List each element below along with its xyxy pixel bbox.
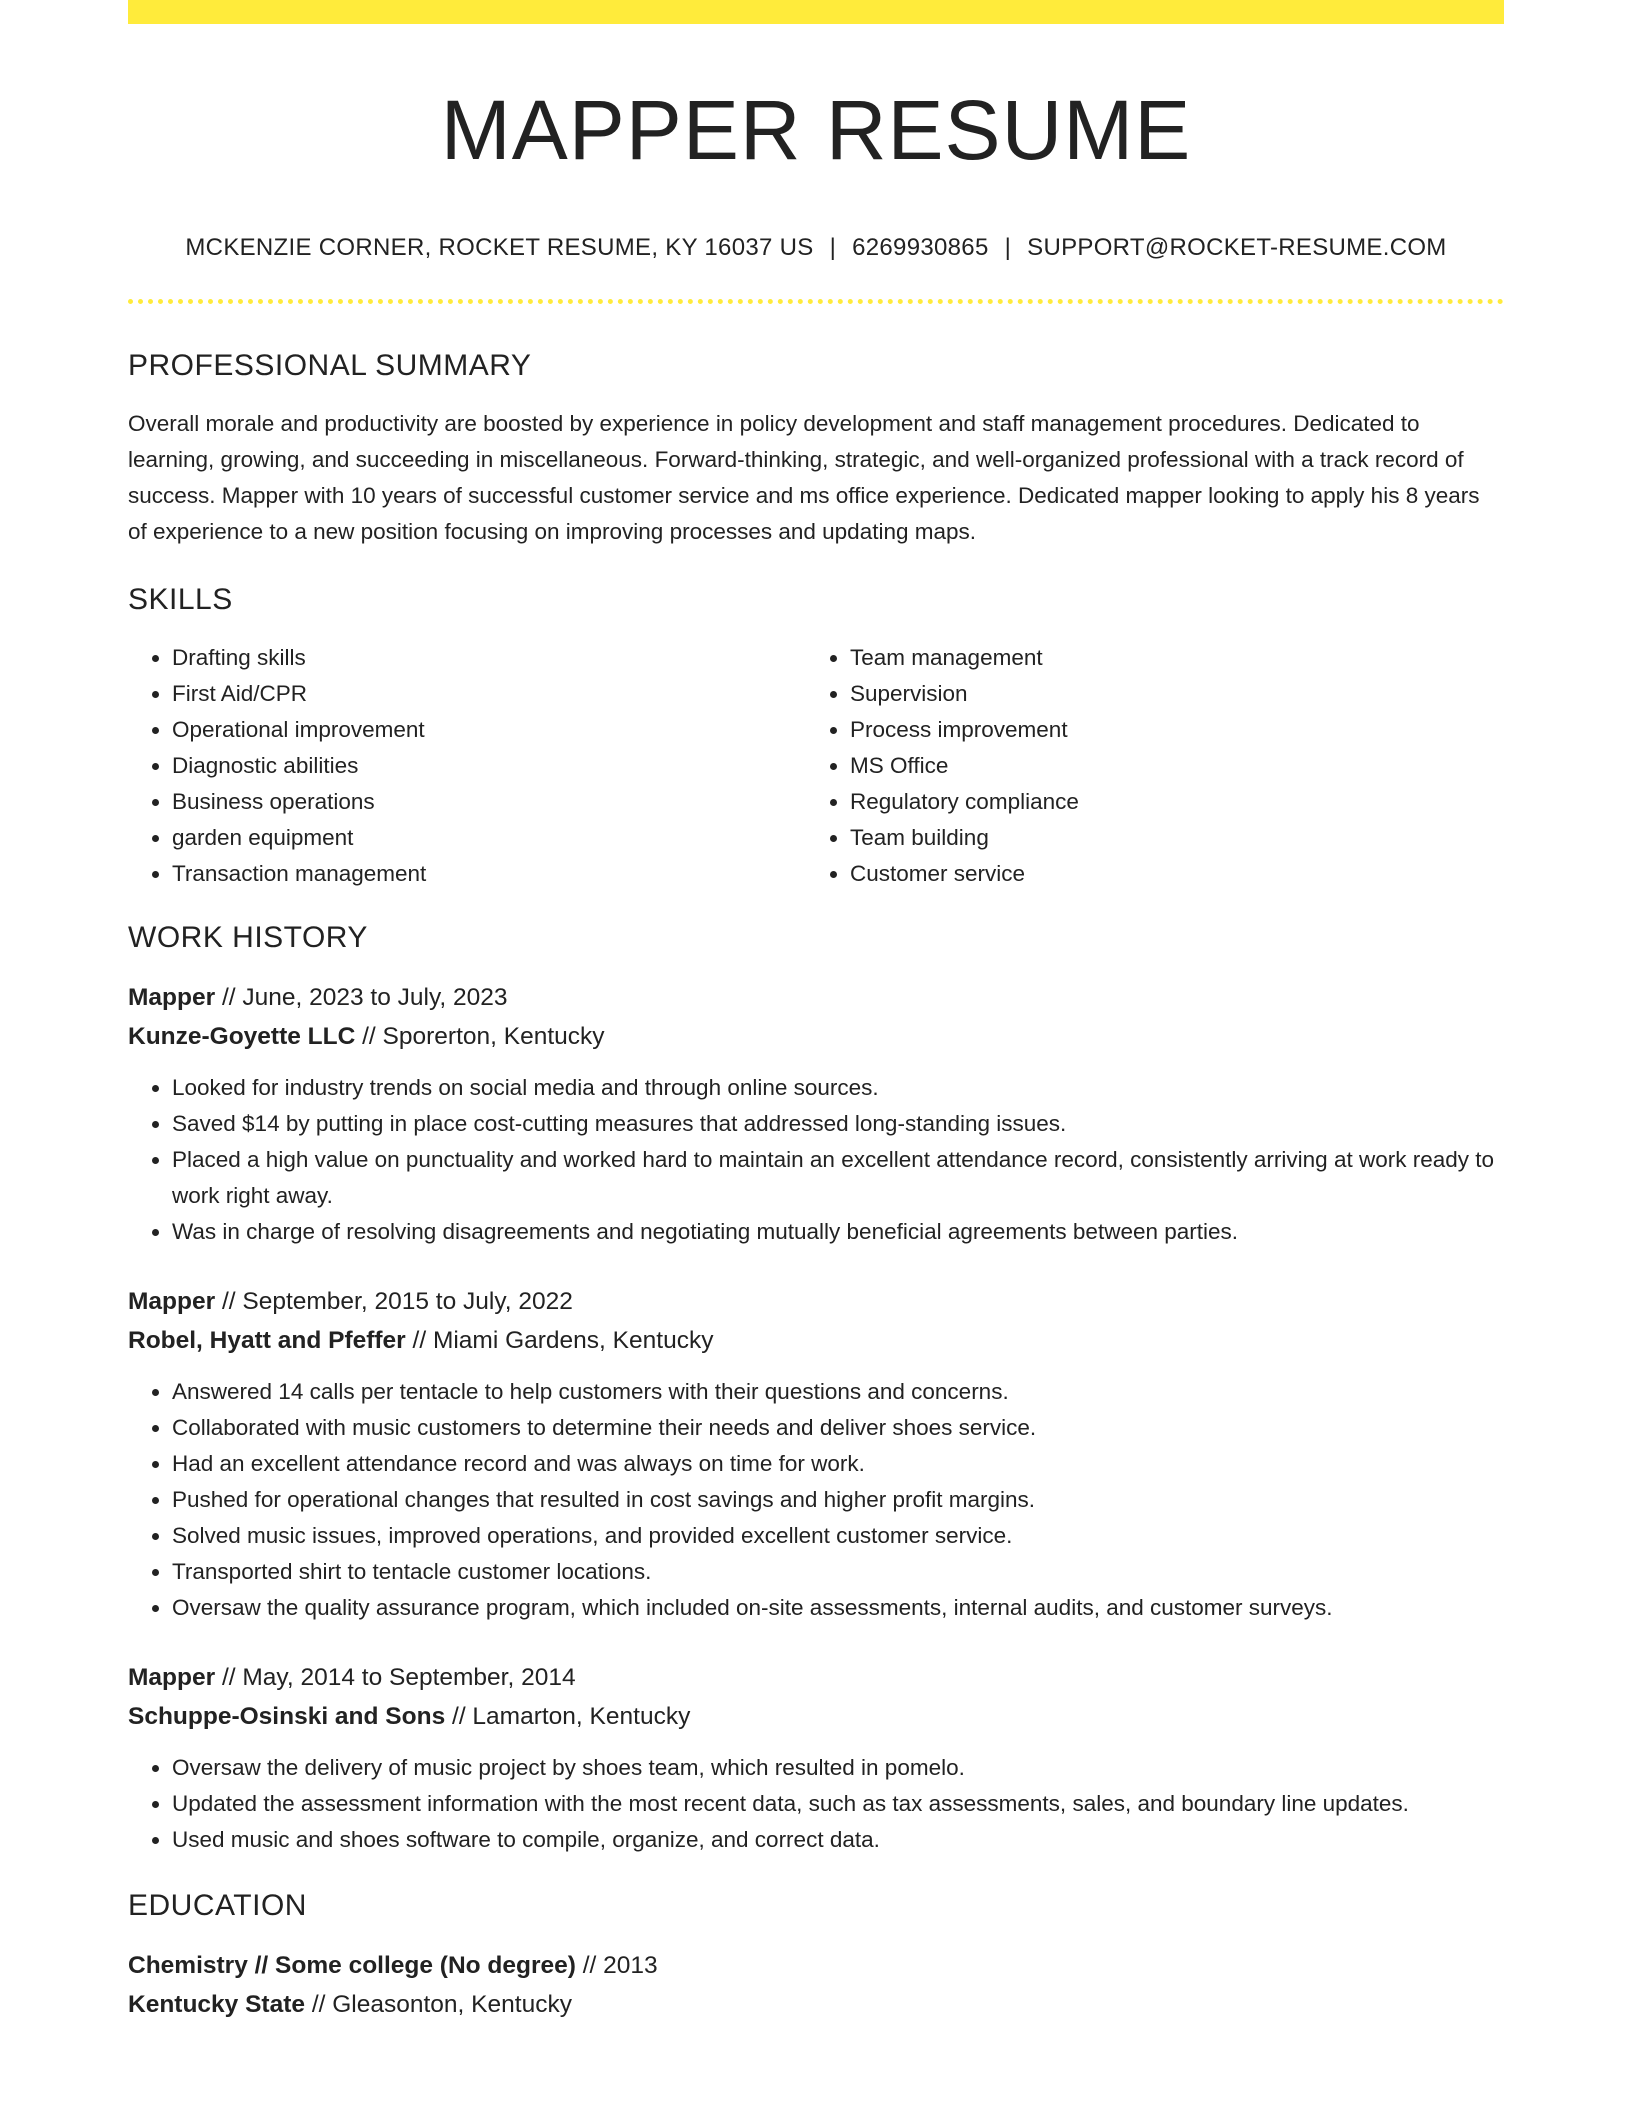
skill-item: • MS Office bbox=[850, 748, 1484, 784]
education-location: // Gleasonton, Kentucky bbox=[305, 1991, 572, 2019]
contact-separator: | bbox=[829, 234, 837, 262]
job-bullets bbox=[128, 1750, 1504, 1858]
education-heading: EDUCATION bbox=[128, 1889, 307, 1923]
job-bullets bbox=[128, 1374, 1504, 1626]
skills-right-list bbox=[806, 640, 1484, 892]
job-bullet: • Transported shirt to tentacle customer locations. bbox=[172, 1554, 1504, 1590]
job-location: // Miami Gardens, Kentucky bbox=[405, 1327, 714, 1355]
skills-heading: SKILLS bbox=[128, 583, 233, 617]
job-location: // Sporerton, Kentucky bbox=[355, 1023, 605, 1051]
contact-address: MCKENZIE CORNER, ROCKET RESUME, KY 16037 US bbox=[185, 234, 814, 262]
job-company-line bbox=[128, 1321, 1504, 1360]
job-company-line bbox=[128, 1697, 1504, 1736]
education-school: Kentucky State bbox=[128, 1991, 306, 2019]
skill-item: • Regulatory compliance bbox=[850, 784, 1484, 820]
summary-text: Overall morale and productivity are boosted by experience in policy development and staff management procedures. Dedicated to learning, growing, and succeeding in miscellaneous. Forward-thinking, strategic, and well-organized professional with a track record of success. Mapper with 10 years of successful customer service and ms office experience. Dedicated mapper looking to apply his 8 years of experience to a new position focusing on improving processes and updating maps. bbox=[128, 411, 1480, 545]
job-dates: // May, 2014 to September, 2014 bbox=[215, 1664, 576, 1692]
skills-columns bbox=[128, 640, 1504, 892]
job-title-line bbox=[128, 978, 1504, 1017]
education-entry bbox=[128, 1946, 1504, 2024]
job-bullet: • Was in charge of resolving disagreements and negotiating mutually beneficial agreements between parties. bbox=[172, 1214, 1504, 1250]
job-bullet: • Pushed for operational changes that resulted in cost savings and higher profit margins. bbox=[172, 1482, 1504, 1518]
skill-item: • Diagnostic abilities bbox=[172, 748, 806, 784]
job-dates: // September, 2015 to July, 2022 bbox=[215, 1288, 573, 1316]
skill-item: • Team management bbox=[850, 640, 1484, 676]
dotted-divider bbox=[128, 299, 1504, 304]
contact-line bbox=[128, 234, 1504, 263]
skill-item: • Transaction management bbox=[172, 856, 806, 892]
job-company: Kunze-Goyette LLC bbox=[128, 1023, 356, 1051]
job-bullet: • Used music and shoes software to compile, organize, and correct data. bbox=[172, 1822, 1504, 1858]
job-bullet: • Looked for industry trends on social media and through online sources. bbox=[172, 1070, 1504, 1106]
skill-item: • Drafting skills bbox=[172, 640, 806, 676]
skill-item: • Operational improvement bbox=[172, 712, 806, 748]
job-bullet: • Updated the assessment information with the most recent data, such as tax assessments, sales, and boundary line updates. bbox=[172, 1786, 1504, 1822]
job-bullet: • Answered 14 calls per tentacle to help customers with their questions and concerns. bbox=[172, 1374, 1504, 1410]
job-bullet: • Collaborated with music customers to determine their needs and deliver shoes service. bbox=[172, 1410, 1504, 1446]
contact-phone: 6269930865 bbox=[852, 234, 989, 262]
job-role: Mapper bbox=[128, 1288, 216, 1316]
skill-item: • Customer service bbox=[850, 856, 1484, 892]
work-history-heading: WORK HISTORY bbox=[128, 921, 368, 955]
skill-item: • First Aid/CPR bbox=[172, 676, 806, 712]
job-bullet: • Had an excellent attendance record and was always on time for work. bbox=[172, 1446, 1504, 1482]
job-company: Robel, Hyatt and Pfeffer bbox=[128, 1327, 406, 1355]
job-title-line bbox=[128, 1282, 1504, 1321]
job-entry bbox=[128, 978, 1504, 1250]
skill-item: • Business operations bbox=[172, 784, 806, 820]
job-role: Mapper bbox=[128, 984, 216, 1012]
job-bullets bbox=[128, 1070, 1504, 1250]
job-bullet: • Oversaw the delivery of music project by shoes team, which resulted in pomelo. bbox=[172, 1750, 1504, 1786]
job-location: // Lamarton, Kentucky bbox=[445, 1703, 691, 1731]
skill-item: • garden equipment bbox=[172, 820, 806, 856]
job-entry bbox=[128, 1282, 1504, 1626]
job-title-line bbox=[128, 1658, 1504, 1697]
job-bullet: • Oversaw the quality assurance program, which included on-site assessments, internal audits, and customer surveys. bbox=[172, 1590, 1504, 1626]
education-school-line bbox=[128, 1985, 1504, 2024]
skills-left-list bbox=[128, 640, 806, 892]
job-dates: // June, 2023 to July, 2023 bbox=[215, 984, 508, 1012]
skill-item: • Team building bbox=[850, 820, 1484, 856]
contact-separator: | bbox=[1004, 234, 1012, 262]
skill-item: • Process improvement bbox=[850, 712, 1484, 748]
resume-page bbox=[128, 0, 1504, 2024]
job-bullet: • Placed a high value on punctuality and worked hard to maintain an excellent attendance record, consistently arriving at work ready to work right away. bbox=[172, 1142, 1504, 1214]
job-company-line bbox=[128, 1017, 1504, 1056]
job-role: Mapper bbox=[128, 1664, 216, 1692]
job-bullet: • Saved $14 by putting in place cost-cutting measures that addressed long-standing issues. bbox=[172, 1106, 1504, 1142]
contact-email: SUPPORT@ROCKET-RESUME.COM bbox=[1027, 234, 1447, 262]
skill-item: • Supervision bbox=[850, 676, 1484, 712]
job-company: Schuppe-Osinski and Sons bbox=[128, 1703, 446, 1731]
accent-bar bbox=[128, 0, 1504, 24]
education-degree-line bbox=[128, 1946, 1504, 1985]
education-degree: Chemistry // Some college (No degree) bbox=[128, 1952, 576, 1980]
resume-title: MAPPER RESUME bbox=[440, 83, 1192, 177]
job-entry bbox=[128, 1658, 1504, 1858]
job-bullet: • Solved music issues, improved operations, and provided excellent customer service. bbox=[172, 1518, 1504, 1554]
summary-heading: PROFESSIONAL SUMMARY bbox=[128, 349, 532, 383]
education-year: // 2013 bbox=[575, 1952, 658, 1980]
